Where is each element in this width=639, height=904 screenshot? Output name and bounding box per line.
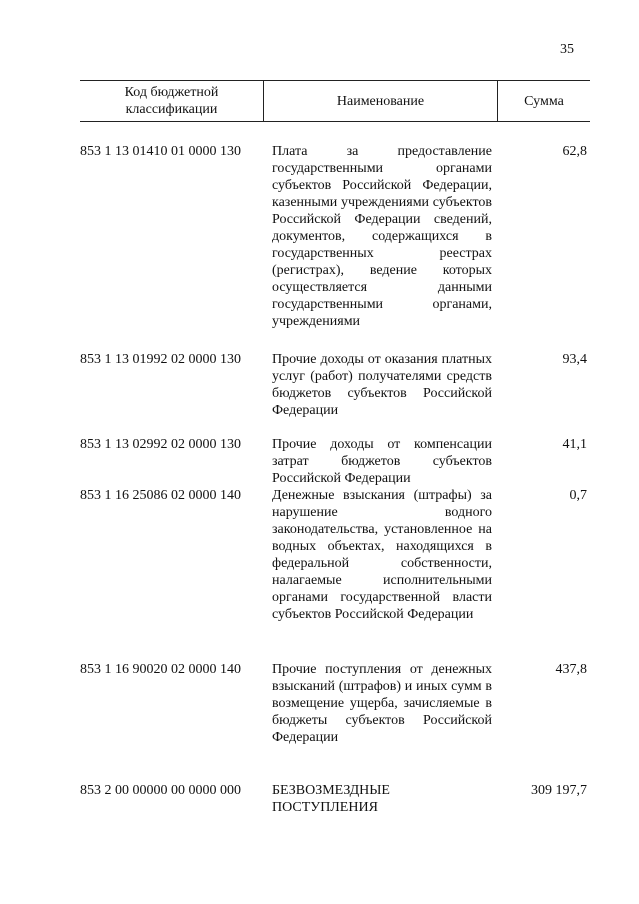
header-name: Наименование bbox=[336, 93, 425, 109]
table-header bbox=[80, 80, 590, 122]
page-number: 35 bbox=[560, 42, 574, 57]
budget-code: 853 1 13 01410 01 0000 130 bbox=[80, 144, 241, 159]
row-sum: 309 197,7 bbox=[531, 783, 587, 798]
budget-code: 853 1 13 01992 02 0000 130 bbox=[80, 352, 241, 367]
row-name: Прочие поступления от денежных взысканий (штрафов) и иных сумм в возмещение ущерба, зачисляемые в бюджеты субъектов Российской Федерации bbox=[272, 662, 492, 746]
row-sum: 93,4 bbox=[562, 352, 587, 367]
header-sum: Сумма bbox=[524, 93, 564, 109]
row-sum: 62,8 bbox=[562, 144, 587, 159]
row-sum: 41,1 bbox=[562, 437, 587, 452]
row-name: БЕЗВОЗМЕЗДНЫЕ ПОСТУПЛЕНИЯ bbox=[272, 783, 390, 816]
row-name: Денежные взыскания (штрафы) за нарушение водного законодательства, установленное на водных объектах, находящихся в федеральной собственности, налагаемые исполнительными органами государственной власти субъектов Российской Федерации bbox=[272, 488, 492, 623]
budget-code: 853 1 13 02992 02 0000 130 bbox=[80, 437, 241, 452]
row-name: Прочие доходы от оказания платных услуг (работ) получателями средств бюджетов субъектов Российской Федерации bbox=[272, 352, 492, 419]
row-sum: 437,8 bbox=[555, 662, 587, 677]
budget-code: 853 1 16 90020 02 0000 140 bbox=[80, 662, 241, 677]
budget-code: 853 2 00 00000 00 0000 000 bbox=[80, 783, 241, 798]
header-code: Код бюджетной классификации bbox=[124, 85, 219, 117]
row-name: Прочие доходы от компенсации затрат бюджетов субъектов Российской Федерации bbox=[272, 437, 492, 487]
budget-code: 853 1 16 25086 02 0000 140 bbox=[80, 488, 241, 503]
row-sum: 0,7 bbox=[569, 488, 587, 503]
row-name: Плата за предоставление государственными органами субъектов Российской Федерации, казенными учреждениями субъектов Российской Федерации сведений, документов, содержащихся в государственных реестрах (регистрах), ведение которых осуществляется данными государственными органами, учреждениями bbox=[272, 144, 492, 330]
